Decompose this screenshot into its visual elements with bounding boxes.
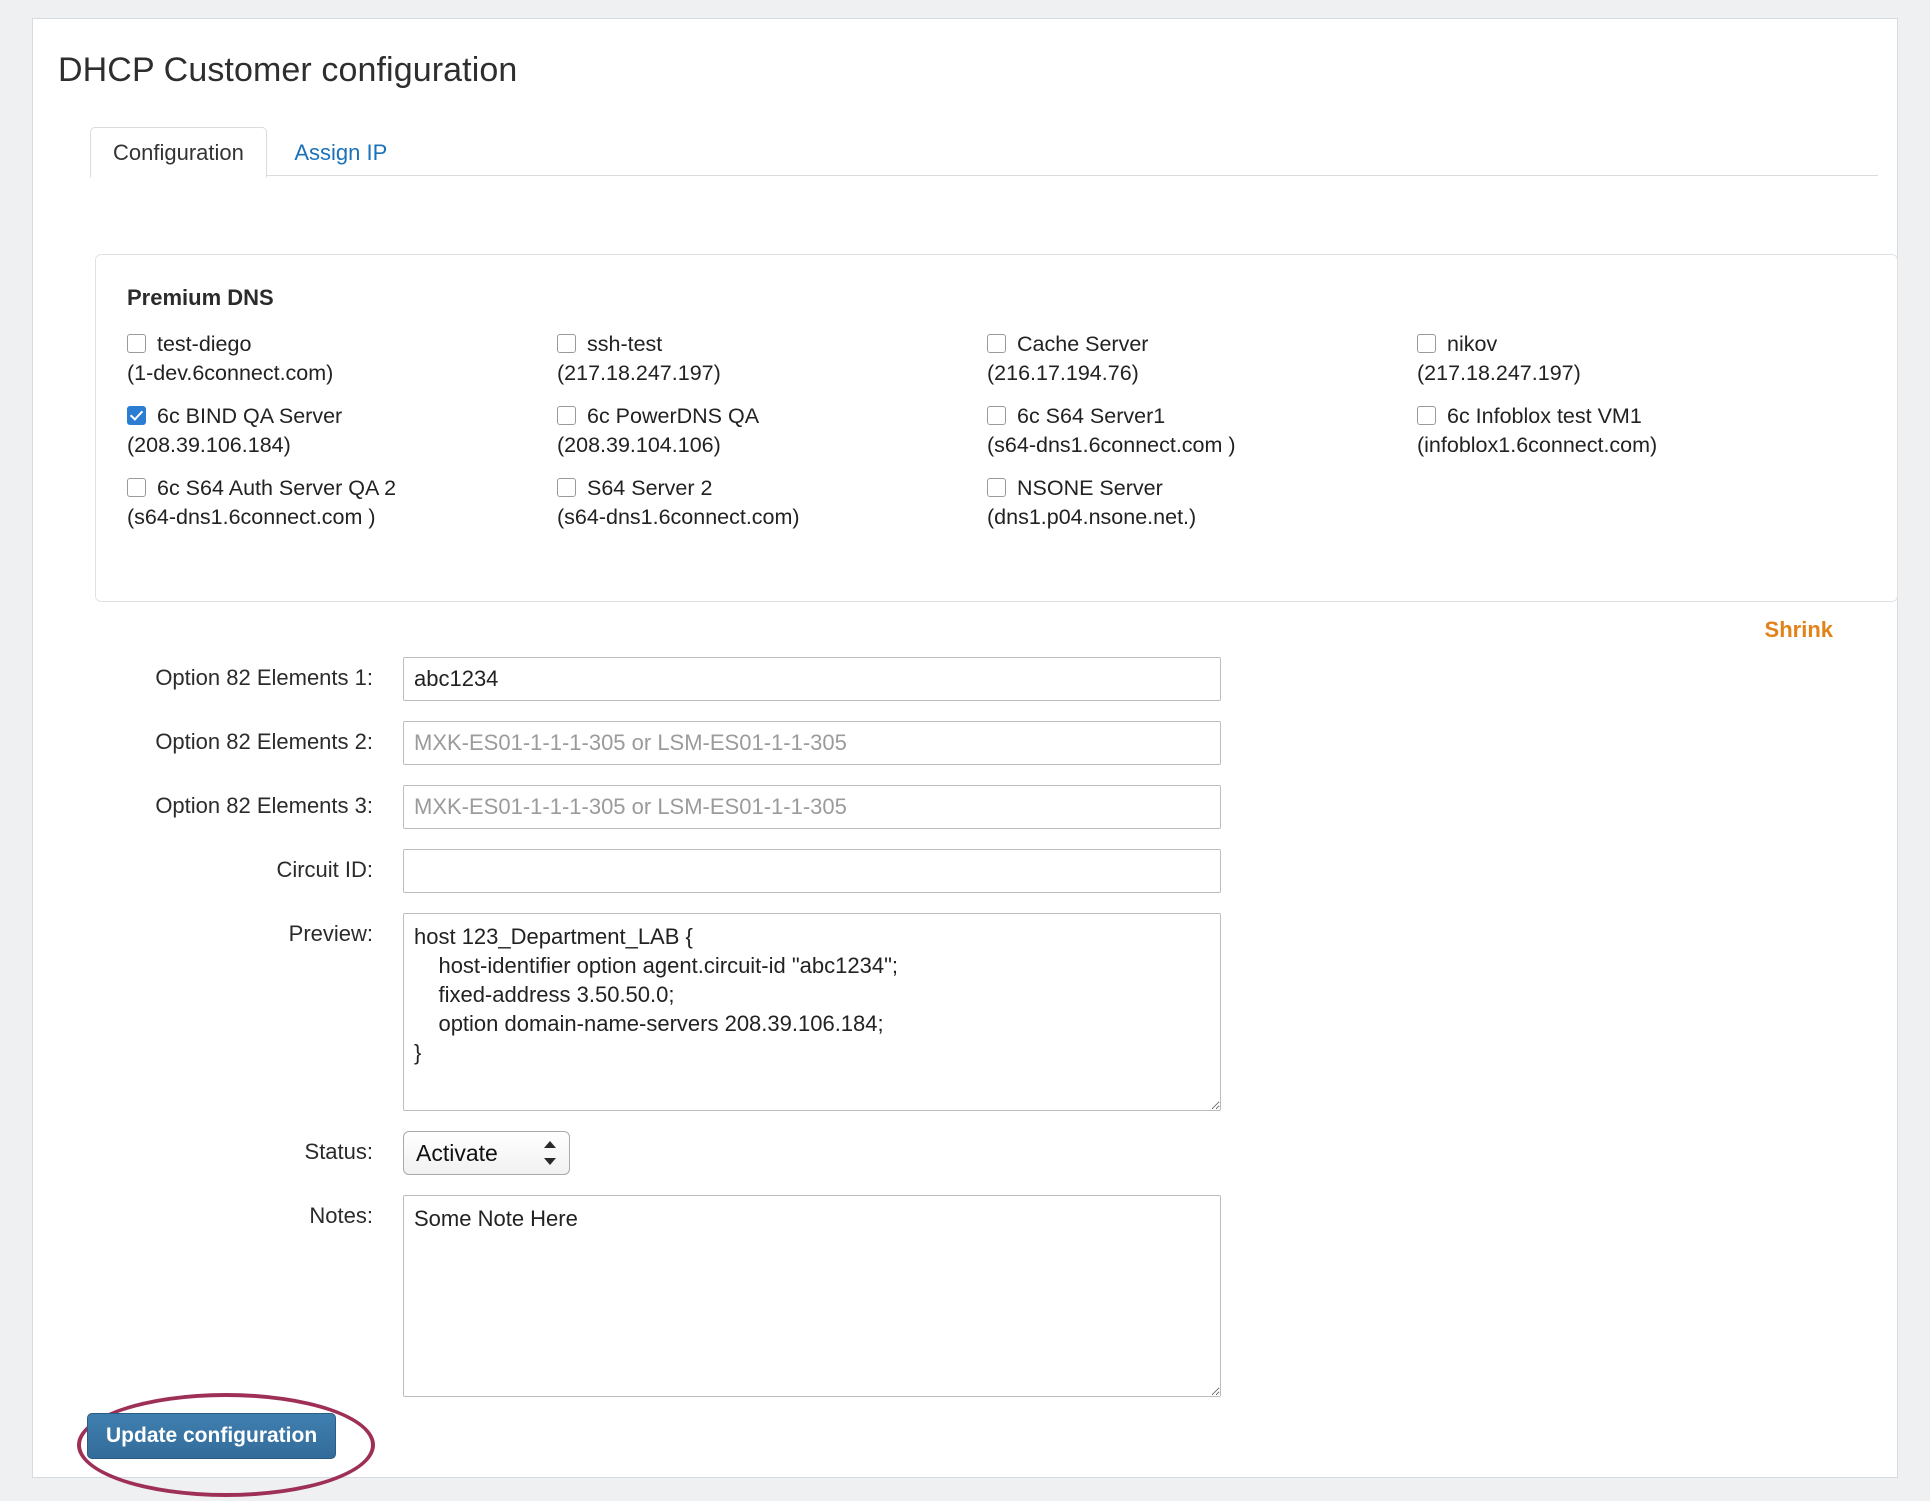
label-option82-2: Option 82 Elements 2: [155, 729, 373, 754]
dns-server-host: (208.39.106.184) [127, 433, 291, 457]
dns-server-name: 6c PowerDNS QA [587, 404, 760, 428]
label-option82-3: Option 82 Elements 3: [155, 793, 373, 818]
actions-area [33, 1391, 433, 1501]
checkbox-test-diego[interactable] [127, 334, 146, 353]
dns-server-host: (208.39.104.106) [557, 433, 721, 457]
tab-bar [90, 126, 1878, 176]
premium-dns-section [95, 254, 1898, 602]
tab-assign-ip[interactable]: Assign IP [294, 140, 388, 165]
configuration-form [33, 657, 1897, 1417]
dns-row [96, 330, 1897, 388]
dns-row [96, 402, 1897, 460]
dns-server-option[interactable] [96, 402, 526, 460]
dns-server-option[interactable] [96, 474, 526, 532]
form-row-option82-2 [33, 721, 1897, 765]
dns-server-name: test-diego [157, 332, 252, 356]
checkbox-nsone-server[interactable] [987, 478, 1006, 497]
form-row-status [33, 1131, 1897, 1175]
dns-server-name: 6c BIND QA Server [157, 404, 343, 428]
dns-server-option[interactable] [526, 474, 956, 532]
form-row-circuit-id [33, 849, 1897, 893]
dns-server-host: (s64-dns1.6connect.com ) [127, 505, 376, 529]
shrink-link[interactable]: Shrink [1764, 617, 1833, 642]
dns-cell-empty [1386, 474, 1816, 532]
dns-row [96, 474, 1897, 532]
label-option82-1: Option 82 Elements 1: [155, 665, 373, 690]
update-configuration-button[interactable]: Update configuration [87, 1413, 336, 1459]
option82-elements-3-input[interactable] [403, 785, 1221, 829]
checkbox-6c-infoblox-test-vm1[interactable] [1417, 406, 1436, 425]
dns-server-name: nikov [1447, 332, 1498, 356]
dns-server-option[interactable] [956, 402, 1386, 460]
premium-dns-title: Premium DNS [127, 285, 274, 310]
dns-server-host: (s64-dns1.6connect.com ) [987, 433, 1236, 457]
label-preview: Preview: [288, 921, 373, 946]
form-row-option82-1 [33, 657, 1897, 701]
dns-server-name: 6c S64 Server1 [1017, 404, 1166, 428]
dns-server-name: S64 Server 2 [587, 476, 713, 500]
status-select[interactable] [403, 1131, 570, 1175]
dns-server-option[interactable] [526, 330, 956, 388]
dns-server-host: (217.18.247.197) [557, 361, 721, 385]
form-row-option82-3 [33, 785, 1897, 829]
dns-server-option[interactable] [956, 330, 1386, 388]
dns-server-host: (1-dev.6connect.com) [127, 361, 334, 385]
dns-server-host: (dns1.p04.nsone.net.) [987, 505, 1197, 529]
label-notes: Notes: [309, 1203, 373, 1228]
dns-server-host: (217.18.247.197) [1417, 361, 1581, 385]
tab-configuration[interactable]: Configuration [90, 127, 267, 178]
preview-textarea[interactable] [403, 913, 1221, 1111]
checkbox-6c-powerdns-qa[interactable] [557, 406, 576, 425]
dhcp-configuration-panel [32, 18, 1898, 1478]
dns-server-name: Cache Server [1017, 332, 1149, 356]
dns-server-option[interactable] [96, 330, 526, 388]
dns-server-option[interactable] [526, 402, 956, 460]
checkbox-s64-server-2[interactable] [557, 478, 576, 497]
checkbox-cache-server[interactable] [987, 334, 1006, 353]
circuit-id-input[interactable] [403, 849, 1221, 893]
dns-server-host: (s64-dns1.6connect.com) [557, 505, 800, 529]
form-row-preview [33, 913, 1897, 1111]
checkbox-ssh-test[interactable] [557, 334, 576, 353]
checkbox-6c-s64-auth-server-qa-2[interactable] [127, 478, 146, 497]
option82-elements-1-input[interactable] [403, 657, 1221, 701]
option82-elements-2-input[interactable] [403, 721, 1221, 765]
dns-server-option[interactable] [1386, 330, 1816, 388]
checkbox-6c-s64-server1[interactable] [987, 406, 1006, 425]
dns-server-name: 6c Infoblox test VM1 [1447, 404, 1642, 428]
label-status: Status: [304, 1139, 373, 1164]
label-circuit-id: Circuit ID: [276, 857, 373, 882]
form-row-notes [33, 1195, 1897, 1397]
dns-server-host: (infoblox1.6connect.com) [1417, 433, 1658, 457]
dns-server-name: ssh-test [587, 332, 663, 356]
dns-server-name: NSONE Server [1017, 476, 1163, 500]
status-select-wrapper[interactable] [403, 1131, 570, 1175]
notes-textarea[interactable] [403, 1195, 1221, 1397]
dns-server-host: (216.17.194.76) [987, 361, 1139, 385]
checkbox-6c-bind-qa-server[interactable] [127, 406, 146, 425]
dns-server-name: 6c S64 Auth Server QA 2 [157, 476, 397, 500]
dns-server-option[interactable] [1386, 402, 1816, 460]
premium-dns-grid [96, 330, 1897, 546]
page-title: DHCP Customer configuration [58, 51, 518, 89]
dns-server-option[interactable] [956, 474, 1386, 532]
checkbox-nikov[interactable] [1417, 334, 1436, 353]
